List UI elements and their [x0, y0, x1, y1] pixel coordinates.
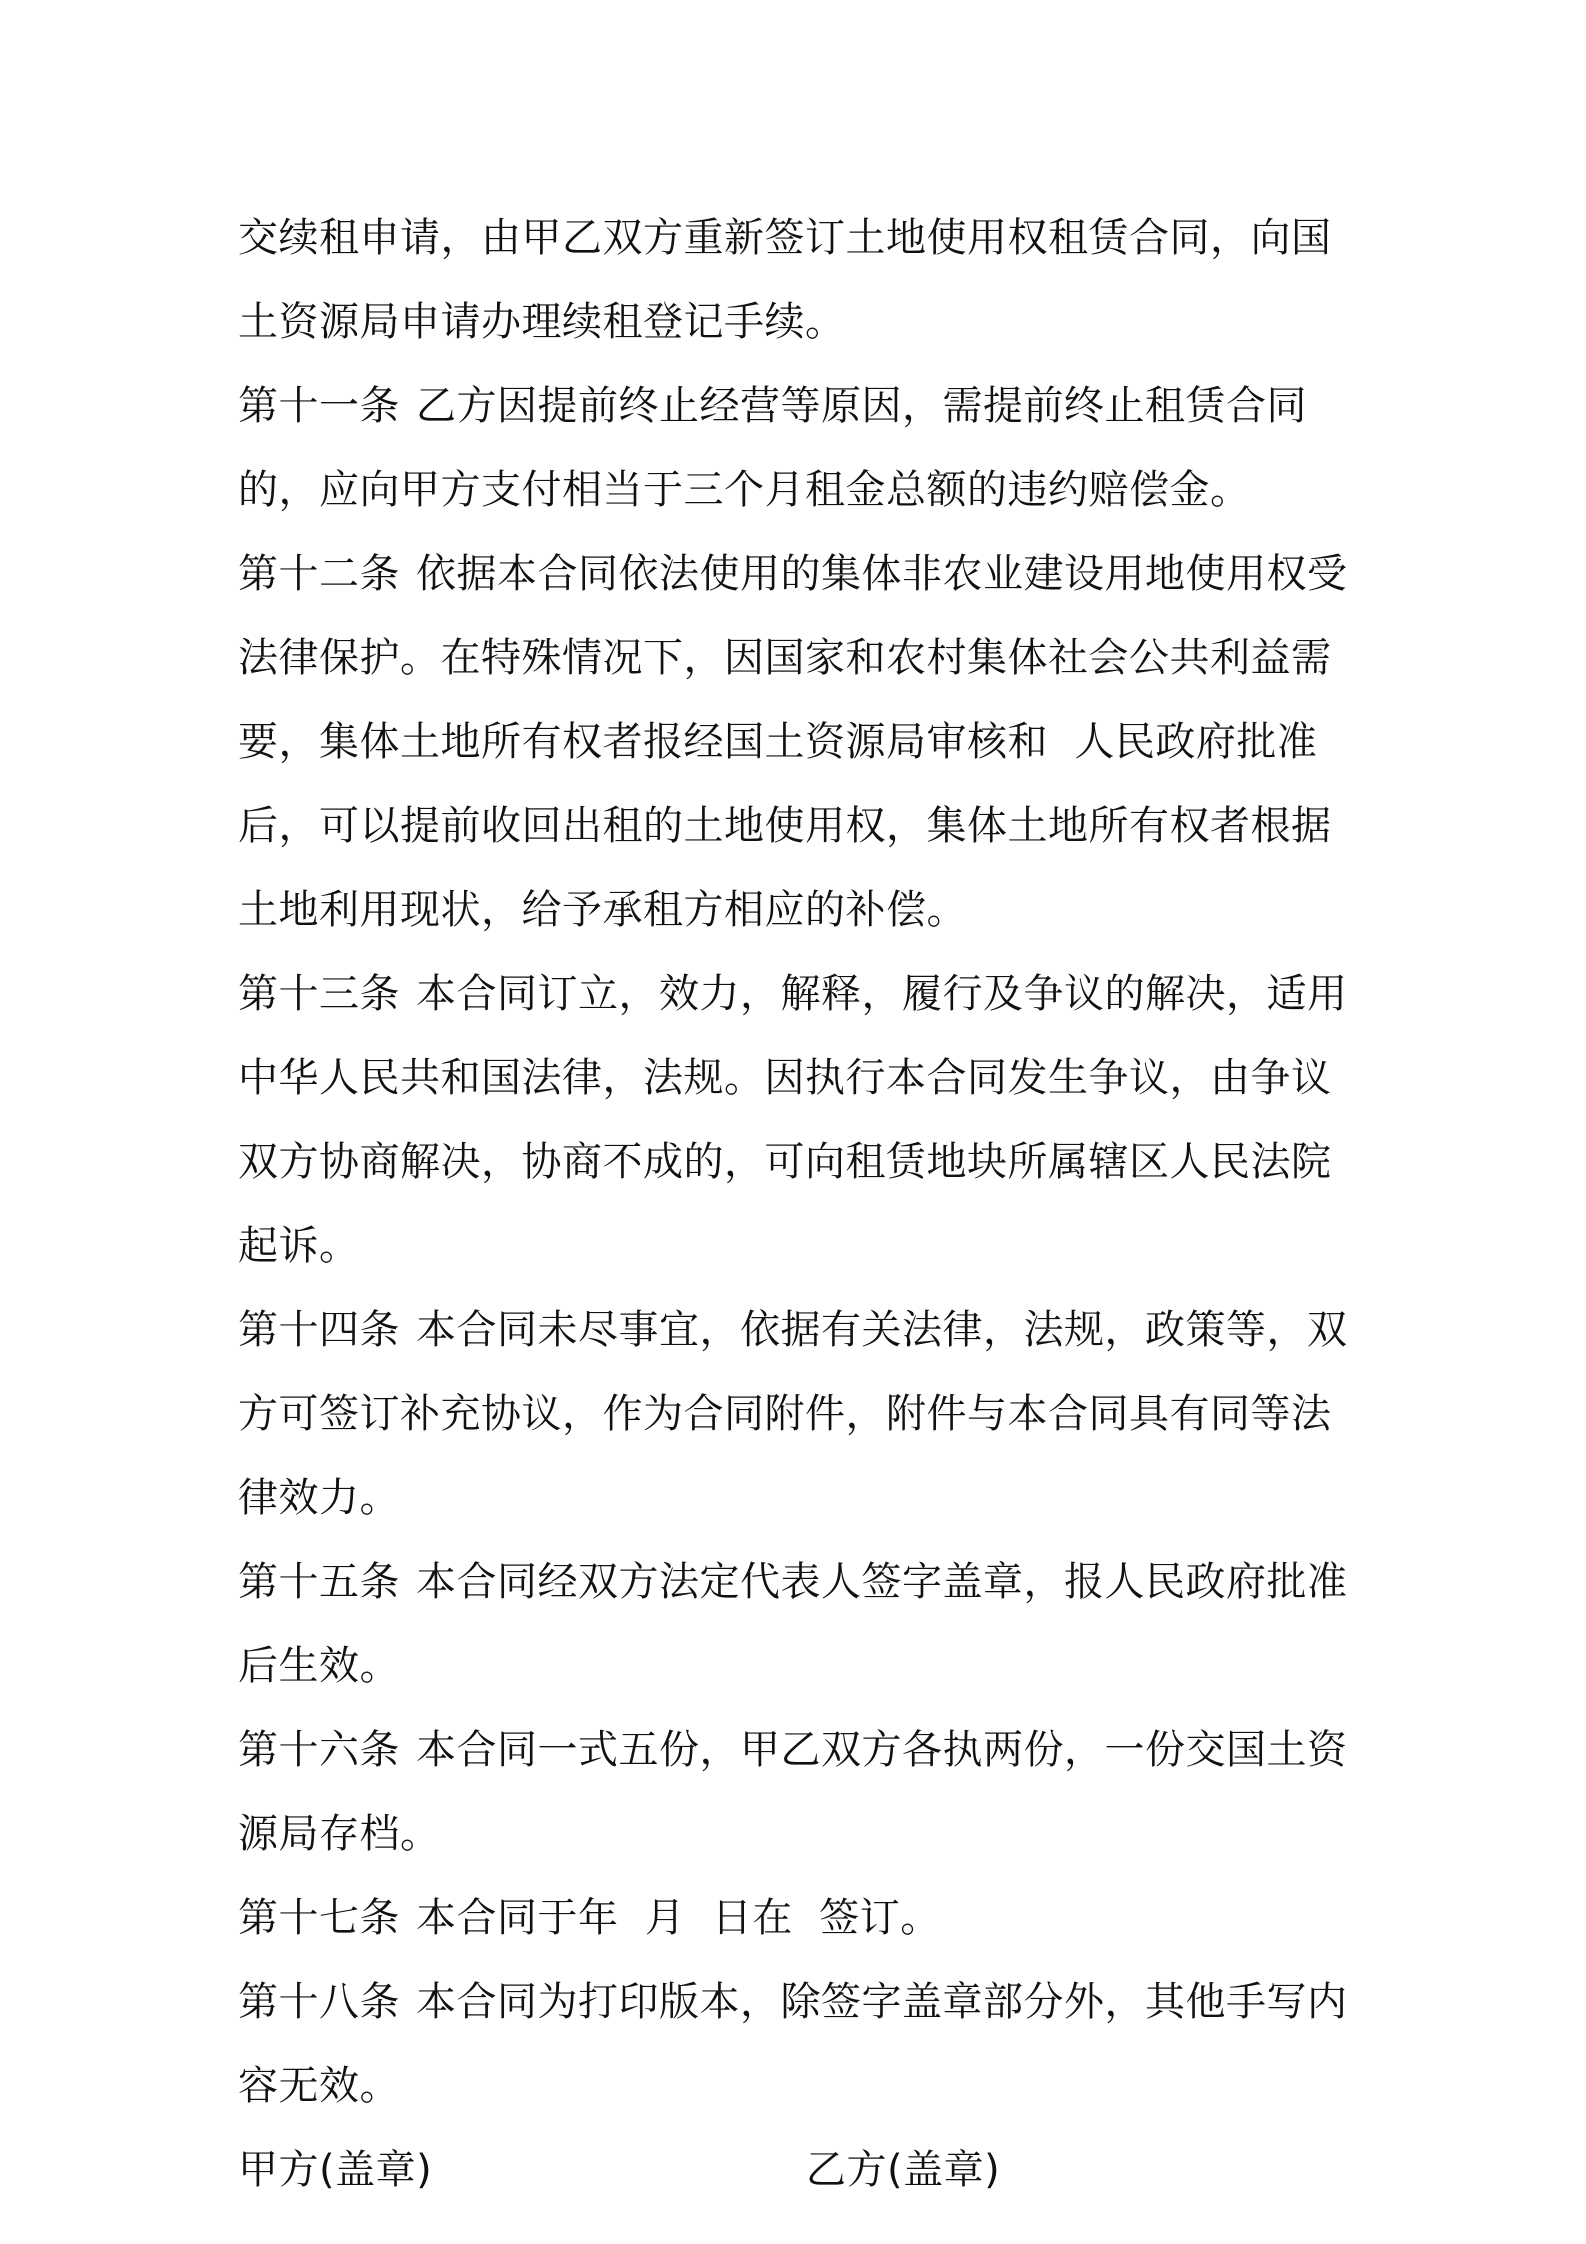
clause-14 [238, 1288, 1358, 1540]
clause-number: 第十六条 [238, 1727, 400, 1773]
clause-text: 本合同经双方法定代表人签字盖章，报人民政府批准后生效。 [238, 1559, 1348, 1689]
clause-number: 第十五条 [238, 1559, 400, 1605]
clause-text: 本合同一式五份，甲乙双方各执两份，一份交国土资源局存档。 [238, 1727, 1348, 1857]
clause-text: 乙方因提前终止经营等原因，需提前终止租赁合同的，应向甲方支付相当于三个月租金总额的违约赔偿金。 [238, 383, 1307, 513]
signature-row [238, 2128, 1358, 2212]
clause-number: 第十二条 [238, 551, 400, 597]
contract-body [238, 196, 1358, 2212]
clause-text: 本合同未尽事宜，依据有关法律，法规，政策等，双方可签订补充协议，作为合同附件，附件与本合同具有同等法律效力。 [238, 1307, 1348, 1521]
clause-17 [238, 1876, 1358, 1960]
clause-11 [238, 364, 1358, 532]
party-b-seal-label: 乙方(盖章) [806, 2147, 1001, 2193]
clause-text: 本合同为打印版本，除签字盖章部分外，其他手写内容无效。 [238, 1979, 1348, 2109]
clause-16 [238, 1708, 1358, 1876]
clause-text: 依据本合同依法使用的集体非农业建设用地使用权受法律保护。在特殊情况下，因国家和农村集体社会公共利益需要，集体土地所有权者报经国土资源局审核和 人民政府批准后，可以提前收回出租的土地使用权，集体土地所有权者根据土地利用现状，给予承租方相应的补偿。 [238, 551, 1348, 933]
clause-text: 本合同于年 月 日在 签订。 [416, 1895, 941, 1941]
clause-12 [238, 532, 1358, 952]
clause-15 [238, 1540, 1358, 1708]
clause-13 [238, 952, 1358, 1288]
clause-number: 第十七条 [238, 1895, 400, 1941]
party-a-seal-label: 甲方(盖章) [238, 2147, 433, 2193]
clause-18 [238, 1960, 1358, 2128]
clause-text: 本合同订立，效力，解释，履行及争议的解决，适用中华人民共和国法律，法规。因执行本合同发生争议，由争议双方协商解决，协商不成的，可向租赁地块所属辖区人民法院起诉。 [238, 971, 1348, 1269]
clause-number: 第十八条 [238, 1979, 400, 2025]
clause-number: 第十三条 [238, 971, 400, 1017]
clause-number: 第十一条 [238, 383, 400, 429]
clause-number: 第十四条 [238, 1307, 400, 1353]
continuation-paragraph: 交续租申请，由甲乙双方重新签订土地使用权租赁合同，向国土资源局申请办理续租登记手续。 [238, 215, 1332, 345]
